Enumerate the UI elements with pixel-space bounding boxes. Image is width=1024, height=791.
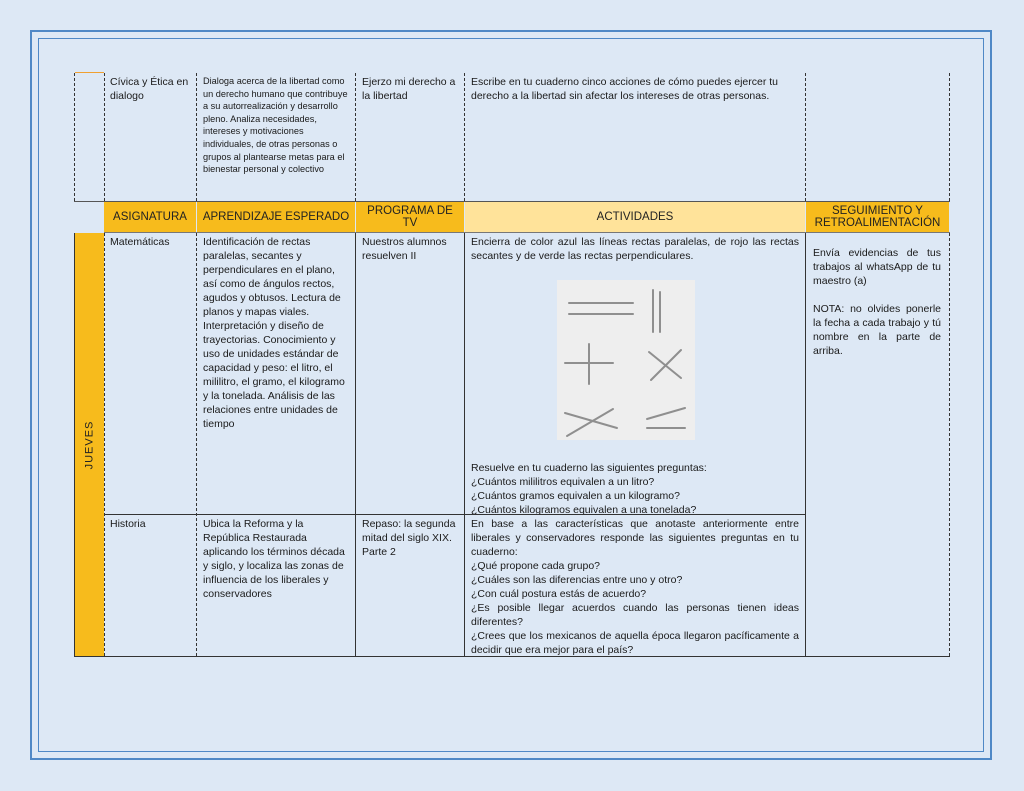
grid-line: [74, 73, 75, 201]
grid-line: [355, 73, 356, 201]
grid-line: [464, 233, 465, 656]
secant-line: [565, 413, 617, 428]
day-column: [75, 233, 104, 656]
math-question: ¿Cuántos mililitros equivalen a un litro?: [471, 476, 655, 488]
header-activities: ACTIVIDADES: [465, 202, 805, 232]
history-question: ¿Cuáles son las diferencias entre uno y otro?: [471, 574, 683, 586]
history-learning-cell: [197, 515, 355, 655]
header-tv-program: PROGRAMA DE TV: [356, 202, 464, 232]
history-question: ¿Es posible llegar acuerdos cuando las personas tienen ideas diferentes?: [471, 602, 799, 628]
grid-line: [74, 233, 75, 656]
math-subject-cell: [104, 233, 196, 513]
day-label: JUEVES: [83, 420, 96, 469]
grid-line: [104, 232, 950, 233]
math-questions-title: Resuelve en tu cuaderno las siguientes preguntas:: [471, 462, 707, 474]
history-question: ¿Con cuál postura estás de acuerdo?: [471, 588, 647, 600]
followup-text: Envía evidencias de tus trabajos al whatsApp de tu maestro (a): [813, 247, 941, 287]
top-activities-cell: [465, 73, 805, 201]
grid-line: [74, 656, 950, 657]
header-expected-learning: APRENDIZAJE ESPERADO: [197, 202, 355, 232]
history-question: ¿Crees que los mexicanos de aquella época llegaron pacíficamente a decidir que era mejor para el país?: [471, 630, 799, 655]
header-subject: ASIGNATURA: [104, 202, 196, 232]
lines-figure: [557, 280, 695, 440]
history-tv-program: Repaso: la segunda mitad del siglo XIX. Parte 2: [362, 518, 456, 558]
grid-line: [949, 233, 950, 656]
top-subject-cell: [104, 73, 196, 201]
math-subject: Matemáticas: [110, 236, 170, 248]
math-questions-cell: [465, 459, 805, 515]
followup-cell: [807, 244, 947, 374]
top-subject: Cívica y Ética en dialogo: [110, 76, 189, 102]
grid-line: [196, 73, 197, 201]
history-subject: Historia: [110, 518, 146, 530]
math-tv-program: Nuestros alumnos resuelven II: [362, 236, 447, 262]
grid-line: [805, 233, 806, 656]
top-expected-learning: Dialoga acerca de la libertad como un derecho humano que contribuye a su autorrealización y desarrollo pleno. Analiza necesidades, intereses y motivaciones individuales, de otras personas o grupos al plantearse metas para el bienestar personal y colectivo: [203, 76, 348, 175]
secant-line: [647, 408, 685, 419]
grid-line: [104, 233, 105, 656]
top-activities: Escribe en tu cuaderno cinco acciones de cómo puedes ejercer tu derecho a la libertad sin afectar los intereses de otras personas.: [471, 76, 779, 102]
grid-line: [104, 514, 806, 515]
top-learning-cell: [197, 73, 355, 201]
top-program-cell: [356, 73, 464, 201]
math-expected-learning: Identificación de rectas paralelas, secantes y perpendiculares en el plano, así como de ángulos rectos, agudos y obtusos. Lectura de planos y mapas viales. Interpretación y diseño de trayectorias. Conocimiento y uso de unidades estándar de capacidad y peso: el litro, el mililitro, el gramo, el kilogramo y la tonelada. Análisis de las relaciones entre unidades de tiempo: [203, 236, 345, 430]
top-tv-program: Ejerzo mi derecho a la libertad: [362, 76, 456, 102]
history-program-cell: [356, 515, 464, 655]
math-program-cell: [356, 233, 464, 513]
grid-line: [196, 233, 197, 656]
history-question: ¿Qué propone cada grupo?: [471, 560, 601, 572]
lines-figure-svg: [557, 280, 695, 440]
math-question: ¿Cuántos kilogramos equivalen a una tonelada?: [471, 504, 697, 515]
secant-line: [567, 409, 613, 436]
top-row-accent: [75, 72, 104, 73]
history-activity-intro: En base a las características que anotaste anteriormente entre liberales y conservadores responde las siguientes preguntas en tu cuaderno:: [471, 518, 799, 558]
history-activities-cell: [465, 515, 805, 655]
header-followup: SEGUIMIENTO Y RETROALIMENTACIÓN: [806, 202, 949, 232]
math-activity-intro-cell: [465, 233, 805, 273]
history-expected-learning: Ubica la Reforma y la República Restaurada aplicando los términos década y siglo, y localiza las zonas de influencia de los liberales y conservadores: [203, 518, 345, 600]
followup-note: NOTA: no olvides ponerle la fecha a cada trabajo y tú nombre en la parte de arriba.: [813, 303, 941, 357]
grid-line: [74, 201, 950, 202]
grid-line: [464, 73, 465, 201]
grid-line: [949, 73, 950, 201]
grid-line: [355, 233, 356, 656]
history-subject-cell: [104, 515, 196, 655]
grid-line: [104, 73, 105, 201]
math-learning-cell: [197, 233, 355, 513]
math-activity-intro: Encierra de color azul las líneas rectas paralelas, de rojo las rectas secantes y de verde las rectas perpendiculares.: [471, 236, 799, 262]
grid-line: [805, 73, 806, 201]
math-question: ¿Cuántos gramos equivalen a un kilogramo?: [471, 490, 680, 502]
